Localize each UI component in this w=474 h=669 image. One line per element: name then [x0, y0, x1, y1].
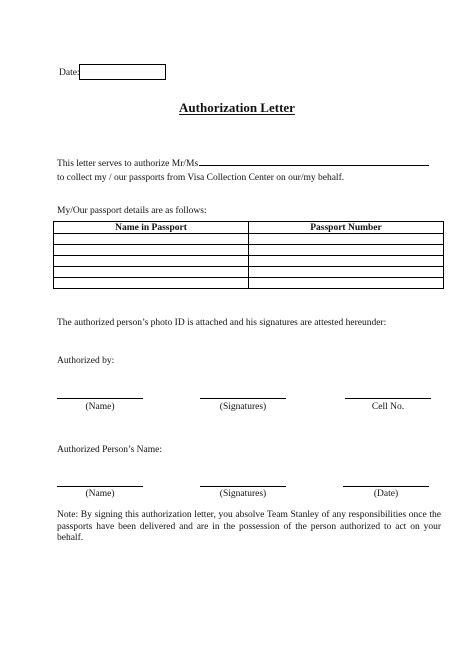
table-cell[interactable] — [54, 267, 249, 278]
table-row — [54, 256, 444, 267]
table-cell[interactable] — [249, 278, 444, 289]
collect-line: to collect my / our passports from Visa Collection Center on our/my behalf. — [57, 173, 345, 183]
authorized-person-label: Authorized Person’s Name: — [57, 445, 163, 455]
authorizer-name-caption: (Name) — [85, 402, 115, 412]
authorizer-signature-caption: (Signatures) — [219, 402, 267, 412]
authorize-text: This letter serves to authorize Mr/Ms — [57, 159, 199, 169]
person-date-line[interactable] — [343, 486, 429, 487]
table-header-row — [54, 222, 444, 234]
header-name-in-passport: Name in Passport — [54, 222, 249, 234]
header-passport-number: Passport Number — [249, 222, 444, 234]
table-cell[interactable] — [249, 234, 444, 245]
table-cell[interactable] — [54, 234, 249, 245]
page-title — [0, 100, 474, 116]
passport-table — [53, 221, 444, 289]
table-row — [54, 245, 444, 256]
person-name-caption: (Name) — [85, 489, 115, 499]
table-cell[interactable] — [249, 267, 444, 278]
table-cell[interactable] — [249, 256, 444, 267]
table-row — [54, 234, 444, 245]
authorizer-cell-line[interactable] — [345, 398, 431, 399]
authorized-name-blank[interactable] — [199, 156, 429, 166]
title-text: Authorization Letter — [179, 100, 295, 115]
disclaimer-note: Note: By signing this authorization letter, you absolve Team Stanley of any responsibilities once the passports have been delivered and are in the possession of the person authorized to act on your behalf. — [57, 510, 441, 543]
photo-id-statement: The authorized person’s photo ID is attached and his signatures are attested hereunder: — [57, 318, 387, 328]
table-row — [54, 267, 444, 278]
date-field[interactable] — [79, 64, 166, 80]
date-label: Date: — [59, 68, 80, 78]
person-name-line[interactable] — [57, 486, 143, 487]
passport-details-intro: My/Our passport details are as follows: — [57, 206, 207, 216]
person-signature-caption: (Signatures) — [219, 489, 267, 499]
table-cell[interactable] — [249, 245, 444, 256]
authorizer-signature-line[interactable] — [200, 398, 286, 399]
authorizer-cell-caption: Cell No. — [371, 402, 405, 412]
person-date-caption: (Date) — [373, 489, 399, 499]
table-row — [54, 278, 444, 289]
table-cell[interactable] — [54, 278, 249, 289]
authorizer-name-line[interactable] — [57, 398, 143, 399]
person-signature-line[interactable] — [200, 486, 286, 487]
table-cell[interactable] — [54, 256, 249, 267]
authorized-by-label: Authorized by: — [57, 356, 115, 366]
table-cell[interactable] — [54, 245, 249, 256]
authorize-line — [57, 156, 429, 169]
